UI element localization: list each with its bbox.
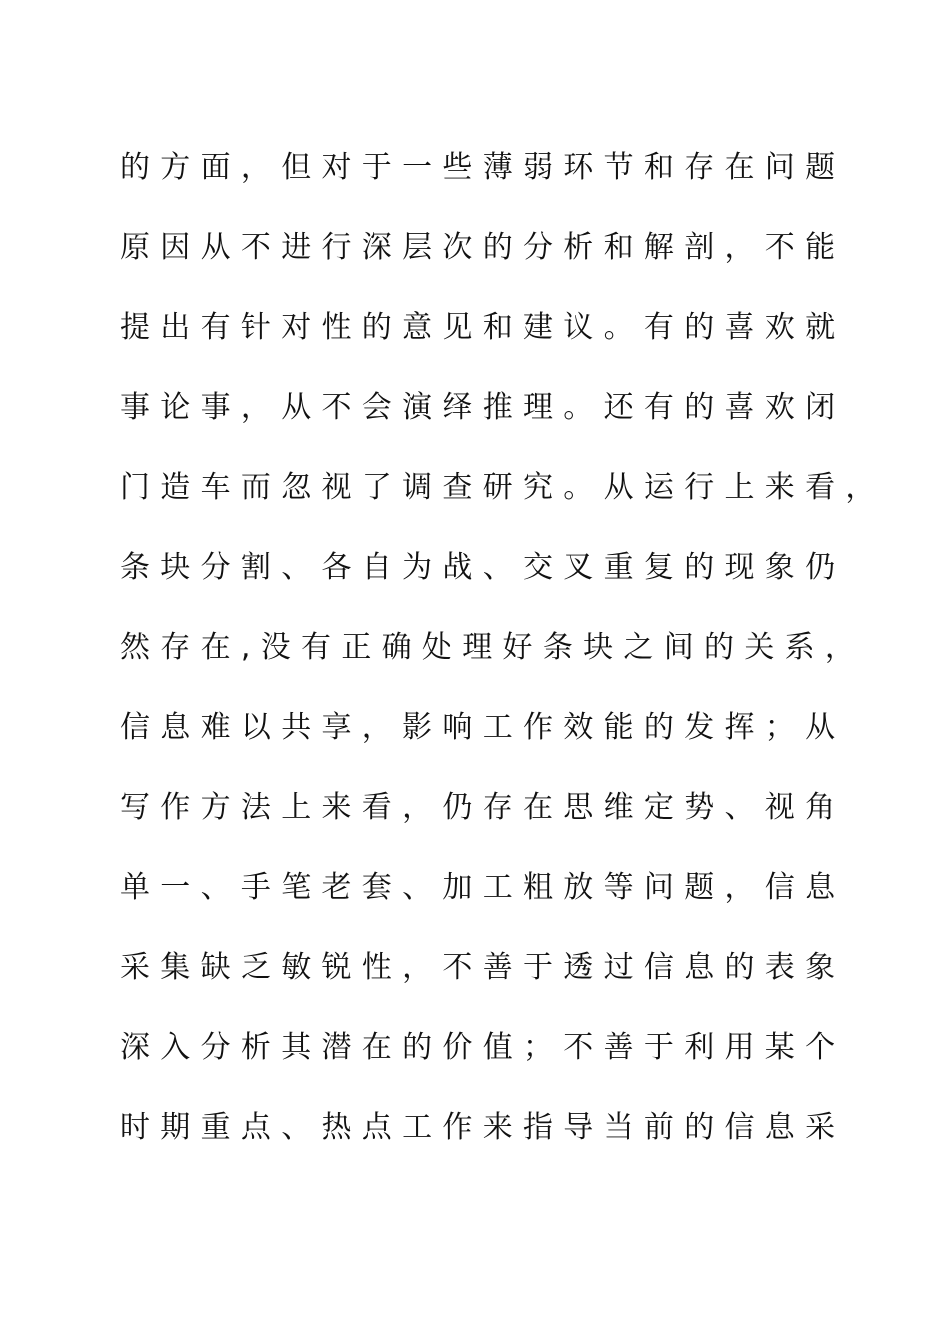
text-line: 信息难以共享，影响工作效能的发挥；从: [120, 710, 846, 745]
text-line: 的方面，但对于一些薄弱环节和存在问题: [120, 150, 846, 185]
text-line: 采集缺乏敏锐性，不善于透过信息的表象: [120, 950, 846, 985]
text-line: 门造车而忽视了调查研究。从运行上来看，: [120, 470, 886, 505]
text-line: 事论事，从不会演绎推理。还有的喜欢闭: [120, 390, 846, 425]
text-line: 深入分析其潜在的价值；不善于利用某个: [120, 1030, 846, 1065]
text-line: 然存在,没有正确处理好条块之间的关系，: [120, 630, 866, 665]
text-line: 时期重点、热点工作来指导当前的信息采: [120, 1110, 846, 1145]
text-line: 单一、手笔老套、加工粗放等问题，信息: [120, 870, 846, 905]
text-line: 条块分割、各自为战、交叉重复的现象仍: [120, 550, 846, 585]
text-line: 写作方法上来看，仍存在思维定势、视角: [120, 790, 846, 825]
text-line: 提出有针对性的意见和建议。有的喜欢就: [120, 310, 846, 345]
text-line: 原因从不进行深层次的分析和解剖，不能: [120, 230, 846, 265]
